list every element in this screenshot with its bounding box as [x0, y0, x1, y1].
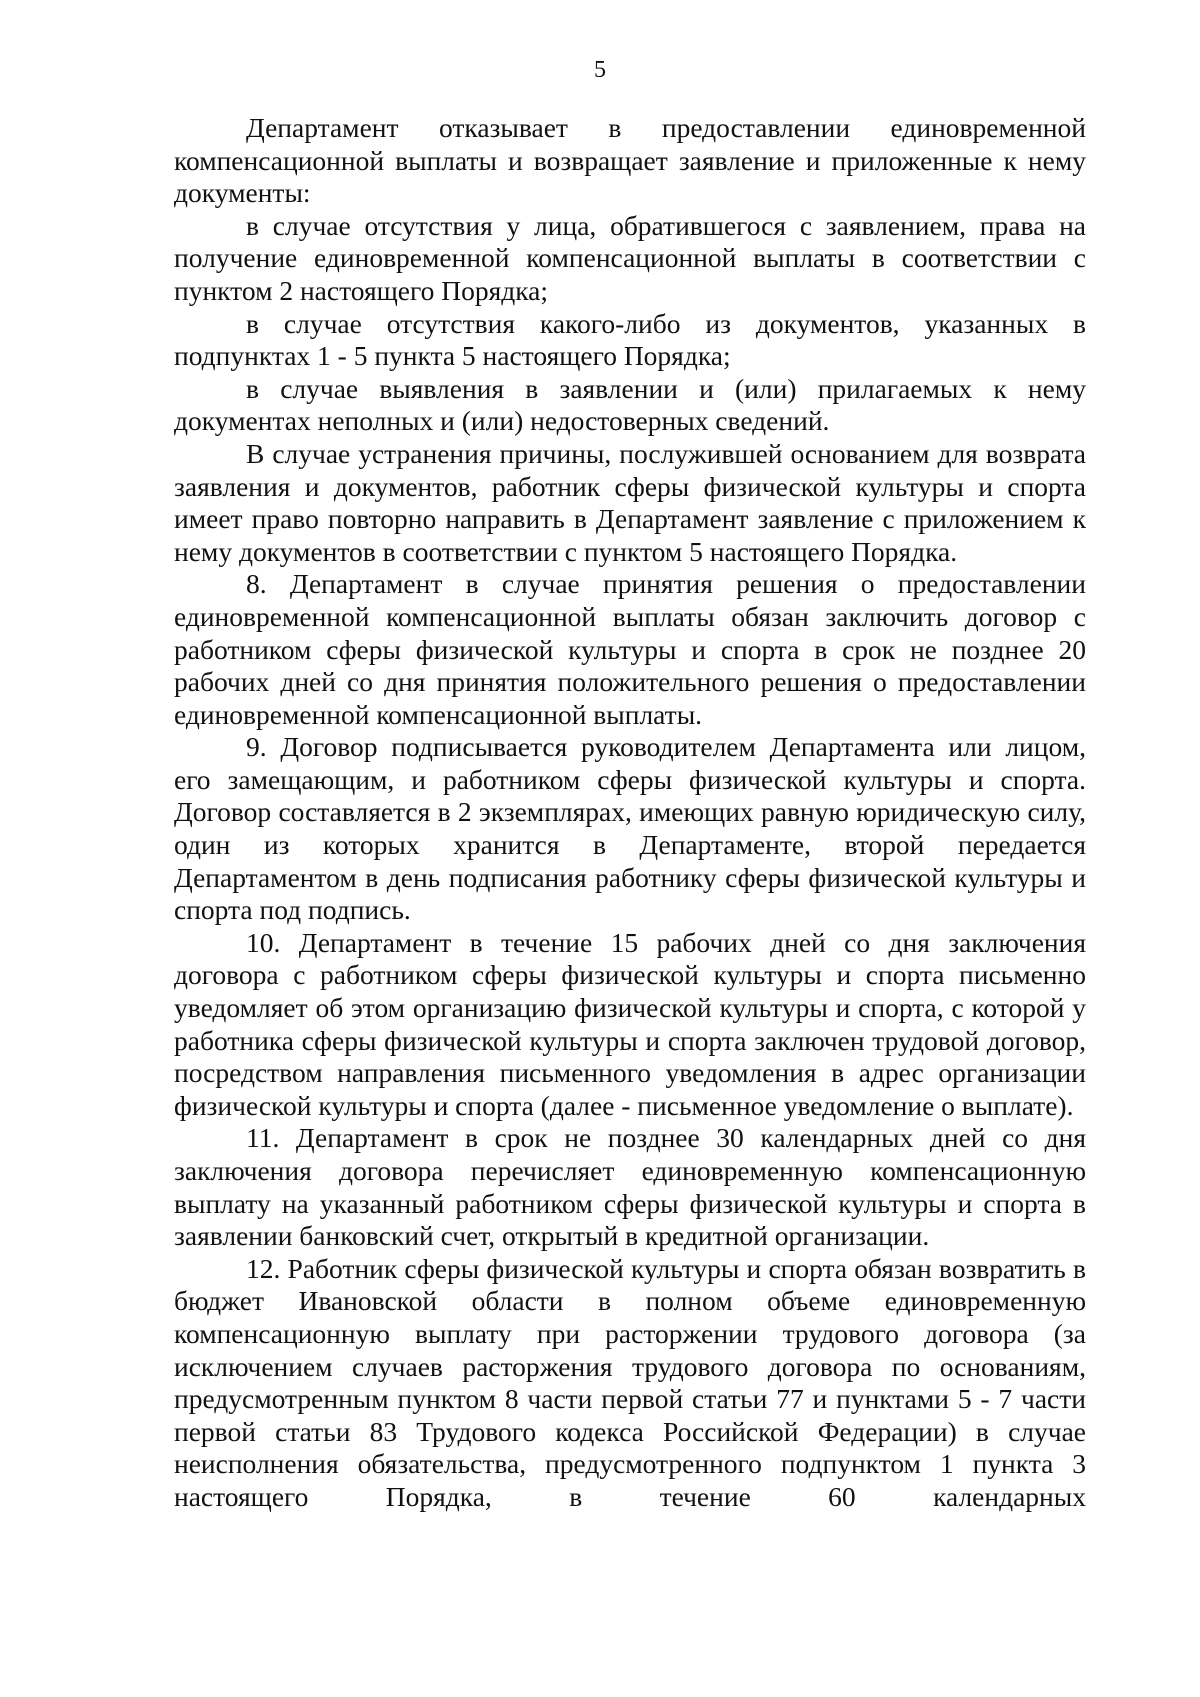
paragraph-clause-10: 10. Департамент в течение 15 рабочих дней со дня заключения договора с работником сферы физической культуры и спорта письменно уведомляет об этом организацию физической культуры и спорта, с которой у работника сферы физической культуры и спорта заключен трудовой договор, посредством направления письменного уведомления в адрес организации физической культуры и спорта (далее - письменное уведомление о выплате). [174, 926, 1086, 1121]
page-number: 5 [594, 57, 606, 83]
paragraph-refusal-intro: Департамент отказывает в предоставлении единовременной компенсационной выплаты и возвращает заявление и приложенные к нему документы: [174, 112, 1086, 209]
paragraph-refusal-invalid-info: в случае выявления в заявлении и (или) прилагаемых к нему документах неполных и (или) недостоверных сведений. [174, 372, 1086, 437]
paragraph-resubmission: В случае устранения причины, послужившей основанием для возврата заявления и документов, работник сферы физической культуры и спорта имеет право повторно направить в Департамент заявление с приложением к нему документов в соответствии с пунктом 5 настоящего Порядка. [174, 437, 1086, 567]
paragraph-refusal-missing-docs: в случае отсутствия какого-либо из документов, указанных в подпунктах 1 - 5 пункта 5 настоящего Порядка; [174, 307, 1086, 372]
document-body [174, 112, 1086, 1514]
paragraph-refusal-no-right: в случае отсутствия у лица, обратившегося с заявлением, права на получение единовременной компенсационной выплаты в соответствии с пунктом 2 настоящего Порядка; [174, 209, 1086, 306]
paragraph-clause-9: 9. Договор подписывается руководителем Департамента или лицом, его замещающим, и работником сферы физической культуры и спорта. Договор составляется в 2 экземплярах, имеющих равную юридическую силу, один из которых хранится в Департаменте, второй передается Департаментом в день подписания работнику сферы физической культуры и спорта под подпись. [174, 731, 1086, 926]
paragraph-clause-8: 8. Департамент в случае принятия решения о предоставлении единовременной компенсационной выплаты обязан заключить договор с работником сферы физической культуры и спорта в срок не позднее 20 рабочих дней со дня принятия положительного решения о предоставлении единовременной компенсационной выплаты. [174, 568, 1086, 730]
paragraph-clause-11: 11. Департамент в срок не позднее 30 календарных дней со дня заключения договора перечисляет единовременную компенсационную выплату на указанный работником сферы физической культуры и спорта в заявлении банковский счет, открытый в кредитной организации. [174, 1122, 1086, 1252]
paragraph-clause-12: 12. Работник сферы физической культуры и спорта обязан возвратить в бюджет Ивановской области в полном объеме единовременную компенсационную выплату при расторжении трудового договора (за исключением случаев расторжения трудового договора по основаниям, предусмотренным пунктом 8 части первой статьи 77 и пунктами 5 - 7 части первой статьи 83 Трудового кодекса Российской Федерации) в случае неисполнения обязательства, предусмотренного подпунктом 1 пункта 3 настоящего Порядка, в течение 60 календарных [174, 1252, 1086, 1512]
